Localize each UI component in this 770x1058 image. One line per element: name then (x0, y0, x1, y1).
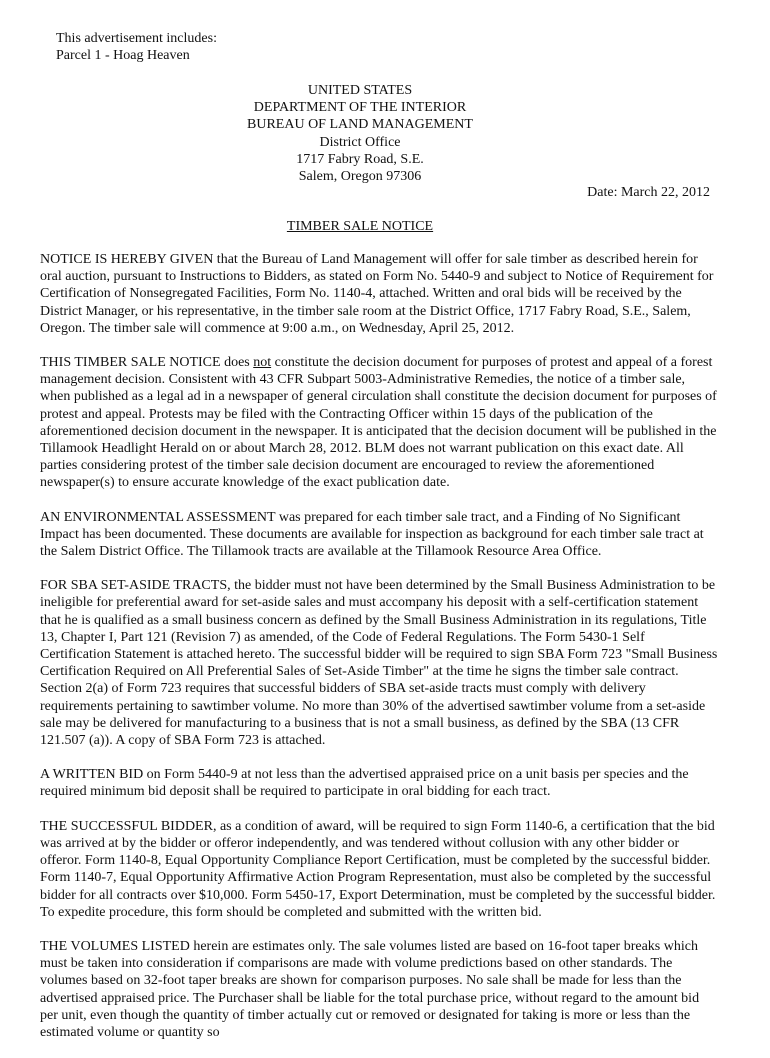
paragraph-sba-set-aside: FOR SBA SET-ASIDE TRACTS, the bidder must not have been determined by the Small Business Administration to be ineligible for preferential award for set-aside sales and must accompany his deposit with a self-certification statement that he is qualified as a small business concern as defined by the Small Business Administration in its regulations, Title 13, Chapter I, Part 121 (Revision 7) as amended, of the Code of Federal Regulations. The Form 5430-1 Self Certification Statement is attached hereto. The successful bidder will be required to sign SBA Form 723 "Small Business Certification Required on All Preferential Sales of Set-Aside Timber" at the time he signs the timber sale contract. Section 2(a) of Form 723 requires that successful bidders of SBA set-aside tracts must comply with delivery requirements pertaining to sawtimber volume. No more than 30% of the advertised sawtimber volume from a set-aside sale may be delivered for manufacturing to a business that is not a small business, as defined by the SBA (13 CFR 121.507 (a)). A copy of SBA Form 723 is attached. (40, 578, 718, 749)
intro-line: This advertisement includes: (56, 31, 217, 46)
parcel-line: Parcel 1 - Hoag Heaven (56, 48, 190, 64)
notice-title-text: TIMBER SALE NOTICE (286, 219, 434, 234)
advertisement-intro (56, 30, 217, 64)
paragraph-written-bid: A WRITTEN BID on Form 5440-9 at not less than the advertised appraised price on a unit basis per species and the required minimum bid deposit shall be required to participate in oral bidding for each tract. (40, 767, 689, 800)
letterhead-office: District Office (319, 134, 401, 150)
notice-body (40, 251, 718, 1058)
paragraph-volumes: THE VOLUMES LISTED herein are estimates only. The sale volumes listed are based on 16-foot taper breaks which must be taken into consideration if comparisons are made with volume predictions based on other standards. The volumes based on 32-foot taper breaks are shown for comparison purposes. No sale shall be made for less than the advertised appraised price. The Purchaser shall be liable for the total purchase price, without regard to the amount bid per unit, even though the quantity of timber actually cut or removed or designated for taking is more or less than the estimated volume or quantity so (40, 938, 700, 1040)
underlined-word: not (253, 355, 272, 371)
paragraph-notice: NOTICE IS HEREBY GIVEN that the Bureau of Land Management will offer for sale timber as described herein for oral auction, pursuant to Instructions to Bidders, as stated on Form No. 5440-9 and subject to Notice of Requirement for Certification of Nonsegregated Facilities, Form No. 1140-4, attached. Written and oral bids will be received by the District Manager, or his representative, in the timber sale room at the District Office, 1717 Fabry Road, S.E., Salem, Oregon. The timber sale will commence at 9:00 a.m., on Wednesday, April 25, 2012. (40, 252, 714, 336)
letterhead (0, 82, 720, 185)
paragraph-text: THIS TIMBER SALE NOTICE does (40, 355, 254, 371)
letterhead-country: UNITED STATES (307, 83, 413, 98)
letterhead-bureau: BUREAU OF LAND MANAGEMENT (247, 117, 473, 133)
letterhead-department: DEPARTMENT OF THE INTERIOR (253, 100, 467, 116)
letterhead-city: Salem, Oregon 97306 (298, 169, 422, 185)
paragraph-text: constitute the decision document for purposes of protest and appeal of a forest management decision. Consistent with 43 CFR Subpart 5003-Administrative Remedies, the notice of a timber sale, when published as a legal ad in a newspaper of general circulation shall constitute the decision document for purposes of protest and appeal. Protests may be filed with the Contracting Officer within 15 days of the publication of the aforementioned decision document in the newspaper. It is anticipated that the decision document will be published in the Tillamook Headlight Herald on or about March 28, 2012. BLM does not warrant publication on this exact date. All parties considering protest of the timber sale decision document are encouraged to review the aforementioned newspaper(s) to ensure accurate knowledge of the exact publication date. (40, 355, 717, 491)
paragraph-successful-bidder: THE SUCCESSFUL BIDDER, as a condition of award, will be required to sign Form 1140-6, a certification that the bid was arrived at by the bidder or offeror independently, and was tendered without collusion with any other bidder or offeror. Form 1140-8, Equal Opportunity Compliance Report Certification, must be completed by the successful bidder. Form 1140-7, Equal Opportunity Affirmative Action Program Representation, must also be completed by the successful bidder for all contracts over $10,000. Form 5450-17, Export Determination, must be completed by the successful bidder. To expedite procedure, this form should be completed and submitted with the written bid. (40, 818, 716, 920)
notice-title (0, 218, 720, 235)
letterhead-street: 1717 Fabry Road, S.E. (296, 151, 424, 167)
paragraph-environmental-assessment: AN ENVIRONMENTAL ASSESSMENT was prepared for each timber sale tract, and a Finding of No Significant Impact has been documented. These documents are available for inspection as background for each timber sale tract at the Salem District Office. The Tillamook tracts are available at the Tillamook Resource Area Office. (40, 509, 704, 560)
notice-date: Date: March 22, 2012 (587, 185, 710, 200)
paragraph-decision-document (40, 354, 718, 492)
